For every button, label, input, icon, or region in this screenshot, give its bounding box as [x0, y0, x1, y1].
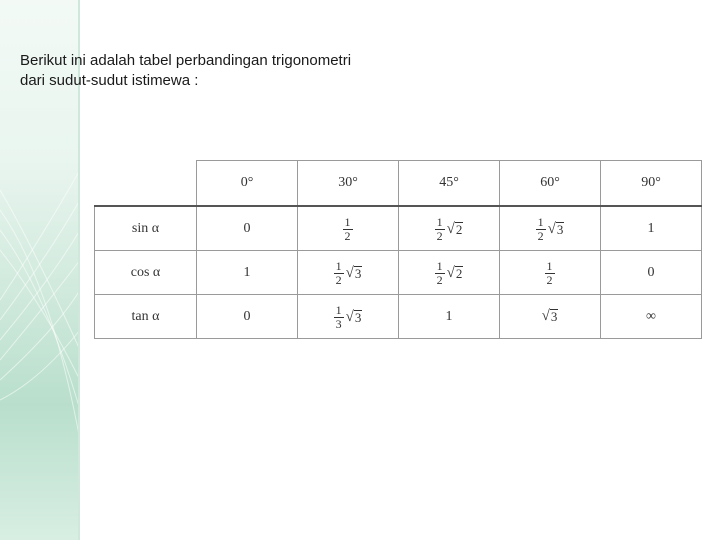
value-cell [197, 295, 298, 339]
value-cell [399, 251, 500, 295]
trig-table-container [94, 160, 702, 339]
fraction [435, 216, 445, 243]
fraction [435, 260, 445, 287]
numerator: 1 [537, 214, 544, 229]
value-cell [197, 206, 298, 251]
numerator: 1 [436, 214, 443, 229]
math-expression [435, 216, 464, 243]
value-cell [298, 251, 399, 295]
square-root [447, 265, 464, 281]
value-cell [601, 251, 702, 295]
row-label: sin α [95, 206, 197, 251]
intro-text [20, 51, 540, 91]
math-expression [334, 260, 363, 287]
row-label: cos α [95, 251, 197, 295]
math-expression [542, 308, 559, 324]
table-header-row [95, 161, 702, 207]
value-cell [500, 295, 601, 339]
radicand: 3 [550, 309, 558, 324]
value-cell [601, 295, 702, 339]
header-60deg: 60° [500, 161, 601, 207]
header-30deg: 30° [298, 161, 399, 207]
radical-sign-icon: √ [345, 265, 354, 281]
radicand: 2 [455, 266, 463, 281]
math-expression [334, 304, 363, 331]
denominator: 2 [335, 272, 342, 287]
denominator: 2 [537, 228, 544, 243]
value-cell [500, 206, 601, 251]
radical-sign-icon: √ [345, 309, 354, 325]
value-text: ∞ [646, 308, 656, 324]
value-cell [601, 206, 702, 251]
value-text: 1 [243, 264, 251, 280]
square-root [346, 265, 363, 281]
trig-table [94, 160, 702, 339]
denominator: 2 [436, 228, 443, 243]
table-row [95, 206, 702, 251]
fraction [343, 216, 353, 243]
square-root [548, 221, 565, 237]
value-cell [197, 251, 298, 295]
denominator: 2 [546, 272, 553, 287]
numerator: 1 [335, 258, 342, 273]
radicand: 3 [556, 222, 564, 237]
value-cell [399, 206, 500, 251]
radical-sign-icon: √ [446, 221, 455, 237]
table-row [95, 295, 702, 339]
radical-sign-icon: √ [547, 221, 556, 237]
denominator: 3 [335, 316, 342, 331]
value-text: 0 [243, 308, 251, 324]
numerator: 1 [335, 302, 342, 317]
denominator: 2 [436, 272, 443, 287]
numerator: 1 [546, 258, 553, 273]
value-text: 0 [243, 220, 251, 236]
radical-sign-icon: √ [541, 308, 550, 324]
numerator: 1 [344, 214, 351, 229]
fraction [334, 260, 344, 287]
numerator: 1 [436, 258, 443, 273]
radical-sign-icon: √ [446, 265, 455, 281]
math-expression [536, 216, 565, 243]
radicand: 3 [354, 310, 362, 325]
fraction [545, 260, 555, 287]
value-cell [298, 206, 399, 251]
intro-line-2: dari sudut-sudut istimewa : [20, 72, 199, 89]
corner-cell [95, 161, 197, 207]
math-expression [343, 216, 354, 243]
value-text: 1 [445, 308, 453, 324]
value-text: 1 [647, 220, 655, 236]
fraction [334, 304, 344, 331]
radicand: 3 [354, 266, 362, 281]
value-cell [399, 295, 500, 339]
intro-line-1: Berikut ini adalah tabel perbandingan trigonometri [20, 52, 352, 69]
row-label: tan α [95, 295, 197, 339]
table-row [95, 251, 702, 295]
denominator: 2 [344, 228, 351, 243]
value-cell [500, 251, 601, 295]
square-root [542, 308, 559, 324]
square-root [447, 221, 464, 237]
math-expression [545, 260, 556, 287]
math-expression [435, 260, 464, 287]
header-45deg: 45° [399, 161, 500, 207]
fraction [536, 216, 546, 243]
square-root [346, 309, 363, 325]
value-text: 0 [647, 264, 655, 280]
value-cell [298, 295, 399, 339]
header-0deg: 0° [197, 161, 298, 207]
radicand: 2 [455, 222, 463, 237]
header-90deg: 90° [601, 161, 702, 207]
